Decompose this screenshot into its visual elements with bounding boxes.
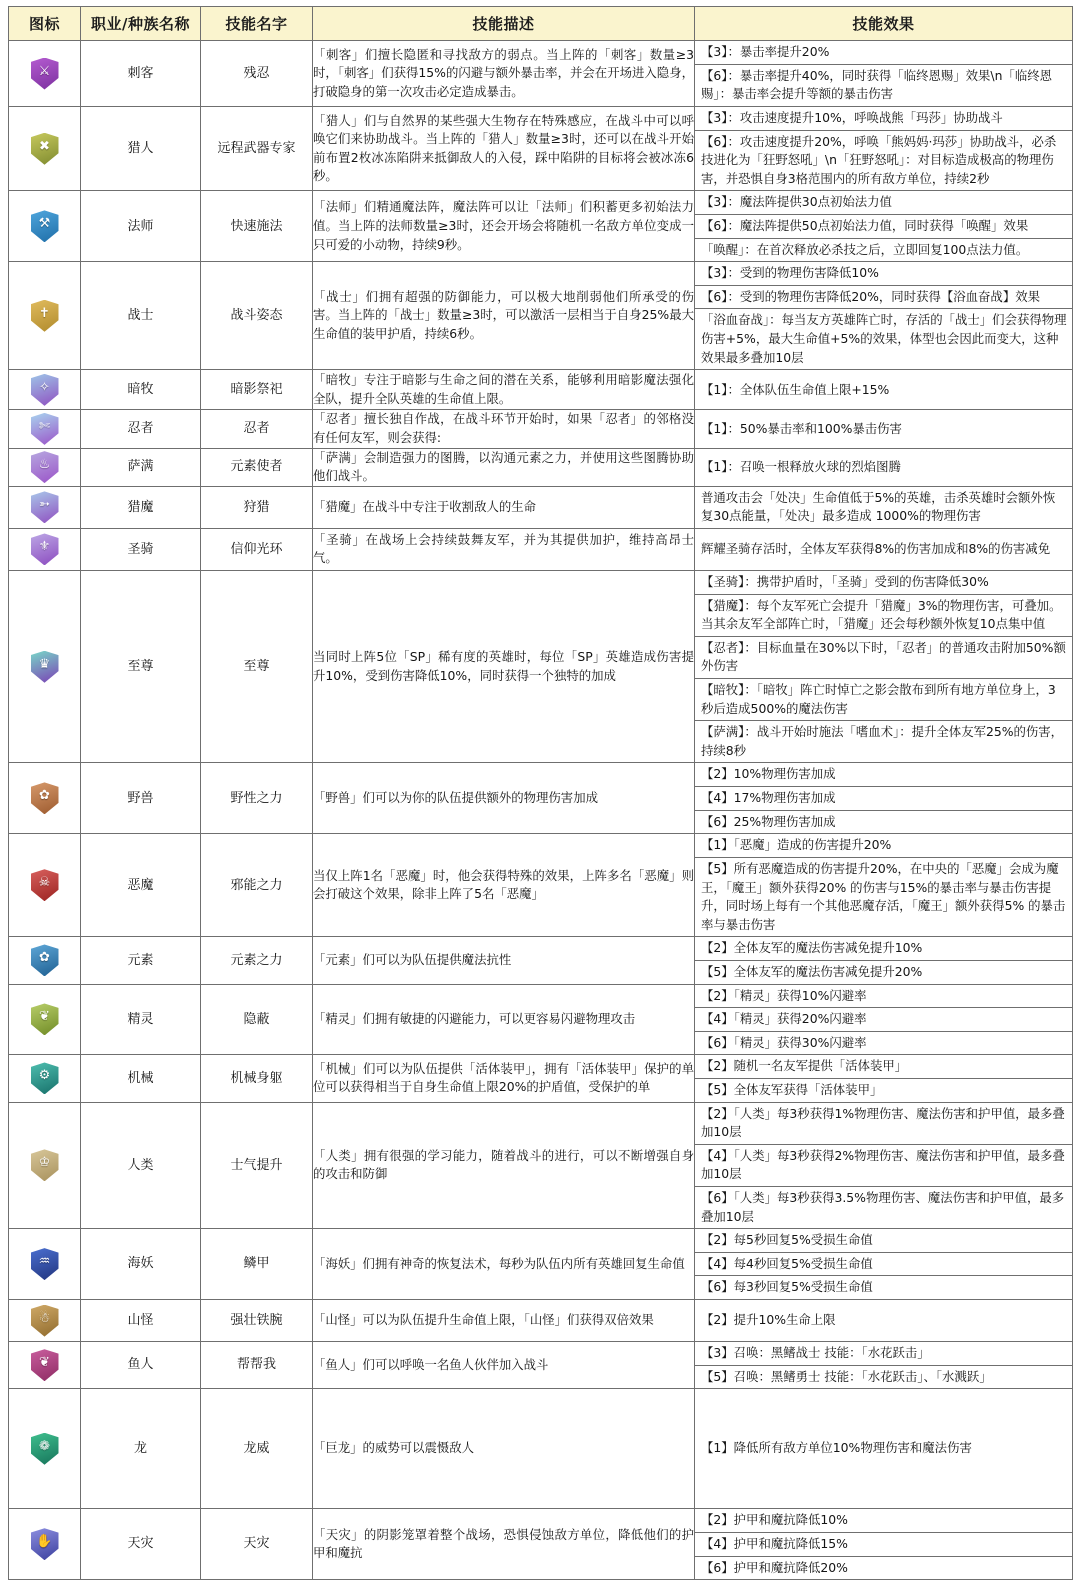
effect-row — [695, 834, 1072, 857]
effect-row — [695, 571, 1072, 594]
effect-row — [695, 41, 1072, 64]
race-name-cell: 猎人 — [81, 107, 201, 191]
effect-text: 【2】「人类」每3秒获得1%物理伤害、魔法伤害和护甲值，最多叠加10层 — [695, 1103, 1072, 1145]
effect-row — [695, 810, 1072, 833]
mage-shield-icon: ⚒ — [31, 210, 59, 242]
table-row — [9, 1229, 1073, 1300]
effect-text: 【5】全体友军获得「活体装甲」 — [701, 1081, 883, 1097]
skill-name-cell: 鳞甲 — [201, 1229, 313, 1300]
table-row — [9, 570, 1073, 762]
skill-effect-cell — [695, 41, 1073, 107]
race-name-cell: 机械 — [81, 1055, 201, 1102]
icon-cell — [9, 191, 81, 262]
elf-shield-icon: ❦ — [31, 1003, 59, 1035]
murloc-shield-icon: ❦ — [31, 1349, 59, 1381]
skill-effect-cell — [695, 763, 1073, 834]
table-row — [9, 410, 1073, 448]
effect-row — [695, 1309, 1072, 1332]
skill-description-cell: 「猎人」们与自然界的某些强大生物存在特殊感应，在战斗中可以呼唤它们来协助战斗。当上阵的「猎人」数量≥3时，还可以在战斗开始前布置2枚冰冻陷阱来抵御敌人的入侵，踩中陷阱的目标将会被冰冻6秒。 — [313, 107, 695, 191]
effect-text: 普通攻击会「处决」生命值低于5%的英雄，击杀英雄时会额外恢复30点能量，「处决」最多造成 1000%的物理伤害 — [701, 489, 1056, 524]
icon-cell — [9, 984, 81, 1055]
effect-row — [695, 1055, 1072, 1078]
skill-effect-cell — [695, 1055, 1073, 1102]
effect-row — [695, 285, 1072, 309]
table-row — [9, 448, 1073, 486]
race-name-cell: 野兽 — [81, 763, 201, 834]
table-body — [9, 41, 1073, 1580]
skill-name-cell: 机械身躯 — [201, 1055, 313, 1102]
table-row — [9, 41, 1073, 107]
effect-text: 【4】17%物理伤害加成 — [695, 787, 1072, 811]
race-name-cell: 鱼人 — [81, 1342, 201, 1389]
effect-text: 【2】提升10%生命上限 — [701, 1312, 836, 1328]
effect-row — [695, 1252, 1072, 1276]
header-icon: 图标 — [9, 7, 81, 41]
icon-cell — [9, 41, 81, 107]
skill-description-cell: 「人类」拥有很强的学习能力，随着战斗的进行，可以不断增强自身的攻击和防御 — [313, 1102, 695, 1229]
race-name-cell: 人类 — [81, 1102, 201, 1229]
effect-text: 【1】「恶魔」造成的伤害提升20% — [695, 834, 1072, 857]
effect-row — [695, 1103, 1072, 1145]
icon-cell — [9, 763, 81, 834]
header-skill-effect: 技能效果 — [695, 7, 1073, 41]
skill-name-cell: 帮帮我 — [201, 1342, 313, 1389]
race-name-cell: 战士 — [81, 262, 201, 370]
skill-effect-cell — [695, 370, 1073, 410]
effect-row — [695, 379, 1072, 402]
skill-description-cell: 「海妖」们拥有神奇的恢复法术，每秒为队伍内所有英雄回复生命值 — [313, 1229, 695, 1300]
effect-row — [695, 215, 1072, 239]
table-row — [9, 486, 1073, 528]
effect-text: 【6】：魔法阵提供50点初始法力值，同时获得「唤醒」效果 — [695, 215, 1072, 239]
icon-cell — [9, 370, 81, 410]
race-name-cell: 圣骑 — [81, 528, 201, 570]
table-row — [9, 1102, 1073, 1229]
effect-text: 【5】全体友军的魔法伤害减免提升20% — [701, 963, 923, 979]
effect-text: 【6】「人类」每3秒获得3.5%物理伤害、魔法伤害和护甲值，最多叠加10层 — [701, 1190, 1065, 1224]
header-skill-name: 技能名字 — [201, 7, 313, 41]
effect-row — [695, 1008, 1072, 1032]
skill-description-cell: 「天灾」的阴影笼罩着整个战场，恐惧侵蚀敌方单位，降低他们的护甲和魔抗 — [313, 1509, 695, 1580]
skill-name-cell: 元素之力 — [201, 937, 313, 984]
effect-text: 【忍者】：目标血量在30%以下时，「忍者」的普通攻击附加50%额外伤害 — [695, 636, 1072, 678]
skill-effect-cell — [695, 448, 1073, 486]
skill-effect-cell — [695, 1389, 1073, 1509]
effect-row — [695, 985, 1072, 1008]
skill-description-cell: 「精灵」们拥有敏捷的闪避能力，可以更容易闪避物理攻击 — [313, 984, 695, 1055]
skill-name-cell: 狩猎 — [201, 486, 313, 528]
skill-effect-cell — [695, 570, 1073, 762]
effect-row — [695, 64, 1072, 106]
icon-cell — [9, 834, 81, 937]
effect-text: 【3】召唤：黑鳍战士 技能：「水花跃击」 — [695, 1342, 1072, 1365]
skill-description-cell: 「暗牧」专注于暗影与生命之间的潜在关系，能够利用暗影魔法强化全队，提升全队英雄的生命值上限。 — [313, 370, 695, 410]
effect-text: 【2】护甲和魔抗降低10% — [695, 1509, 1072, 1532]
header-race-name: 职业/种族名称 — [81, 7, 201, 41]
skill-description-cell: 「野兽」们可以为你的队伍提供额外的物理伤害加成 — [313, 763, 695, 834]
effect-row — [695, 1365, 1072, 1388]
table-row — [9, 984, 1073, 1055]
skill-effect-cell — [695, 1229, 1073, 1300]
table-row — [9, 937, 1073, 984]
table-row — [9, 1342, 1073, 1389]
icon-cell — [9, 1102, 81, 1229]
icon-cell — [9, 448, 81, 486]
race-name-cell: 刺客 — [81, 41, 201, 107]
effect-text: 【3】：攻击速度提升10%，呼唤战熊「玛莎」协助战斗 — [695, 107, 1072, 130]
effect-row — [695, 309, 1072, 369]
skill-effect-cell — [695, 984, 1073, 1055]
skill-name-cell: 远程武器专家 — [201, 107, 313, 191]
skill-effect-cell — [695, 937, 1073, 984]
effect-row — [695, 1556, 1072, 1579]
effect-text: 【猎魔】：每个友军死亡会提升「猎魔」3%的物理伤害，可叠加。当其余友军全部阵亡时，「猎魔」还会每秒额外恢复10点集中值 — [695, 594, 1072, 636]
icon-cell — [9, 410, 81, 448]
effect-text: 【3】：受到的物理伤害降低10% — [695, 262, 1072, 285]
human-shield-icon: ♔ — [31, 1149, 59, 1181]
effect-row — [695, 1437, 1072, 1460]
effect-row — [695, 538, 1072, 561]
effect-text: 【2】「精灵」获得10%闪避率 — [695, 985, 1072, 1008]
effect-text: 【4】「人类」每3秒获得2%物理伤害、魔法伤害和护甲值，最多叠加10层 — [695, 1144, 1072, 1186]
skill-description-cell: 「山怪」可以为队伍提升生命值上限，「山怪」们获得双倍效果 — [313, 1300, 695, 1342]
effect-text: 「唤醒」：在首次释放必杀技之后，立即回复100点法力值。 — [701, 241, 1029, 257]
skill-description-cell: 「鱼人」们可以呼唤一名鱼人伙伴加入战斗 — [313, 1342, 695, 1389]
race-name-cell: 天灾 — [81, 1509, 201, 1580]
effect-row — [695, 937, 1072, 960]
paladin-shield-icon: ⚜ — [31, 533, 59, 565]
skill-effect-cell — [695, 410, 1073, 448]
table-row — [9, 1300, 1073, 1342]
effect-text: 【圣骑】：携带护盾时，「圣骑」受到的伤害降低30% — [695, 571, 1072, 594]
icon-cell — [9, 1229, 81, 1300]
skill-name-cell: 强壮铁腕 — [201, 1300, 313, 1342]
race-name-cell: 暗牧 — [81, 370, 201, 410]
skill-description-cell: 当仅上阵1名「恶魔」时，他会获得特殊的效果，上阵多名「恶魔」则会打破这个效果，除非上阵了5名「恶魔」 — [313, 834, 695, 937]
undead-shield-icon: ✋ — [31, 1528, 59, 1560]
icon-cell — [9, 1509, 81, 1580]
skill-description-cell: 「猎魔」在战斗中专注于收割敌人的生命 — [313, 486, 695, 528]
effect-row — [695, 107, 1072, 130]
skill-description-cell: 「刺客」们擅长隐匿和寻找敌方的弱点。当上阵的「刺客」数量≥3时，「刺客」们获得15%的闪避与额外暴击率，并会在开场进入隐身，打破隐身的第一次攻击必定造成暴击。 — [313, 41, 695, 107]
skill-name-cell: 暗影祭祀 — [201, 370, 313, 410]
shadow-priest-shield-icon: ✧ — [31, 374, 59, 406]
skill-name-cell: 快速施法 — [201, 191, 313, 262]
header-skill-description: 技能描述 — [313, 7, 695, 41]
effect-row — [695, 636, 1072, 678]
effect-row — [695, 262, 1072, 285]
effect-row — [695, 418, 1072, 441]
naga-shield-icon: ♒ — [31, 1248, 59, 1280]
beast-shield-icon: ✿ — [31, 782, 59, 814]
table-row — [9, 191, 1073, 262]
skill-effect-cell — [695, 107, 1073, 191]
skill-effect-cell — [695, 1300, 1073, 1342]
element-shield-icon: ✿ — [31, 944, 59, 976]
effect-text: 【6】25%物理伤害加成 — [701, 813, 836, 829]
table-row — [9, 1389, 1073, 1509]
race-name-cell: 法师 — [81, 191, 201, 262]
effect-text: 【3】：魔法阵提供30点初始法力值 — [695, 191, 1072, 214]
race-name-cell: 至尊 — [81, 570, 201, 762]
hunter-shield-icon: ✖ — [31, 133, 59, 165]
ninja-shield-icon: ✄ — [31, 413, 59, 445]
table-row — [9, 107, 1073, 191]
shaman-shield-icon: ♨ — [31, 451, 59, 483]
table-row — [9, 1055, 1073, 1102]
effect-text: 【4】每4秒回复5%受损生命值 — [695, 1252, 1072, 1276]
icon-cell — [9, 486, 81, 528]
skill-description-cell: 「机械」们可以为队伍提供「活体装甲」，拥有「活体装甲」保护的单位可以获得相当于自身生命值上限20%的护盾值，受保护的单 — [313, 1055, 695, 1102]
effect-row — [695, 763, 1072, 786]
troll-shield-icon: ☃ — [31, 1305, 59, 1337]
race-name-cell: 山怪 — [81, 1300, 201, 1342]
trait-skill-table — [8, 6, 1073, 1580]
effect-row — [695, 679, 1072, 721]
effect-text: 【5】所有恶魔造成的伤害提升20%，在中央的「恶魔」会成为魔王，「魔王」额外获得20% 的伤害与15%的暴击率与暴击伤害提升，同时场上每有一个其他恶魔存活，「魔王」额外获得5% 的暴击率与暴击伤害 — [701, 860, 1066, 932]
effect-text: 【6】：受到的物理伤害降低20%，同时获得【浴血奋战】效果 — [695, 285, 1072, 309]
effect-text: 【6】「精灵」获得30%闪避率 — [701, 1034, 867, 1050]
supreme-shield-icon: ♛ — [31, 651, 59, 683]
assassin-shield-icon: ⚔ — [31, 58, 59, 90]
skill-effect-cell — [695, 486, 1073, 528]
effect-text: 【6】护甲和魔抗降低20% — [701, 1559, 848, 1575]
skill-effect-cell — [695, 1102, 1073, 1229]
icon-cell — [9, 1300, 81, 1342]
icon-cell — [9, 107, 81, 191]
skill-name-cell: 信仰光环 — [201, 528, 313, 570]
mech-shield-icon: ⚙ — [31, 1062, 59, 1094]
effect-row — [695, 960, 1072, 983]
skill-name-cell: 忍者 — [201, 410, 313, 448]
skill-effect-cell — [695, 528, 1073, 570]
skill-effect-cell — [695, 1342, 1073, 1389]
effect-text: 【2】每5秒回复5%受损生命值 — [695, 1229, 1072, 1252]
effect-row — [695, 1031, 1072, 1054]
skill-description-cell: 「忍者」擅长独自作战，在战斗环节开始时，如果「忍者」的邻格没有任何友军，则会获得: — [313, 410, 695, 448]
race-name-cell: 忍者 — [81, 410, 201, 448]
race-name-cell: 精灵 — [81, 984, 201, 1055]
effect-text: 【暗牧】：「暗牧」阵亡时悼亡之影会散布到所有地方单位身上，3秒后造成500%的魔法伤害 — [695, 679, 1072, 721]
effect-row — [695, 456, 1072, 479]
table-row — [9, 1509, 1073, 1580]
skill-description-cell: 「圣骑」在战场上会持续鼓舞友军，并为其提供加护，维持高昂士气。 — [313, 528, 695, 570]
demon-shield-icon: ☠ — [31, 869, 59, 901]
race-name-cell: 海妖 — [81, 1229, 201, 1300]
skill-description-cell: 「法师」们精通魔法阵，魔法阵可以让「法师」们积蓄更多初始法力值。当上阵的法师数量≥3时，还会开场会将随机一名敌方单位变成一只可爱的小动物，持续9秒。 — [313, 191, 695, 262]
effect-text: 辉耀圣骑存活时，全体友军获得8%的伤害加成和8%的伤害减免 — [701, 541, 1051, 557]
effect-text: 「浴血奋战」：每当友方英雄阵亡时，存活的「战士」们会获得物理伤害+5%，最大生命值+5%的效果，体型也会因此而变大，这种效果最多叠加10层 — [701, 312, 1067, 365]
effect-text: 【3】：暴击率提升20% — [695, 41, 1072, 64]
skill-name-cell: 邪能之力 — [201, 834, 313, 937]
effect-row — [695, 1509, 1072, 1532]
race-name-cell: 元素 — [81, 937, 201, 984]
demon-hunter-shield-icon: ➳ — [31, 491, 59, 523]
effect-row — [695, 787, 1072, 811]
effect-row — [695, 721, 1072, 763]
effect-row — [695, 594, 1072, 636]
effect-text: 【2】随机一名友军提供「活体装甲」 — [695, 1055, 1072, 1078]
effect-text: 【1】：50%暴击率和100%暴击伤害 — [701, 420, 902, 436]
skill-name-cell: 龙威 — [201, 1389, 313, 1509]
icon-cell — [9, 570, 81, 762]
race-name-cell: 猎魔 — [81, 486, 201, 528]
effect-text: 【4】「精灵」获得20%闪避率 — [695, 1008, 1072, 1032]
skill-name-cell: 元素使者 — [201, 448, 313, 486]
skill-description-cell: 「巨龙」的威势可以震慑敌人 — [313, 1389, 695, 1509]
effect-row — [695, 1187, 1072, 1229]
skill-effect-cell — [695, 191, 1073, 262]
race-name-cell: 萨满 — [81, 448, 201, 486]
effect-text: 【1】：召唤一根释放火球的烈焰图腾 — [701, 458, 901, 474]
race-name-cell: 龙 — [81, 1389, 201, 1509]
race-name-cell: 恶魔 — [81, 834, 201, 937]
skill-name-cell: 天灾 — [201, 1509, 313, 1580]
effect-text: 【1】降低所有敌方单位10%物理伤害和魔法伤害 — [701, 1440, 972, 1456]
effect-text: 【5】召唤：黑鳍勇士 技能：「水花跃击」、「水溅跃」 — [701, 1368, 992, 1384]
skill-name-cell: 野性之力 — [201, 763, 313, 834]
icon-cell — [9, 937, 81, 984]
effect-text: 【6】每3秒回复5%受损生命值 — [701, 1279, 873, 1295]
skill-description-cell: 「萨满」会制造强力的图腾，以沟通元素之力，并使用这些图腾协助他们战斗。 — [313, 448, 695, 486]
table-header — [9, 7, 1073, 41]
skill-effect-cell — [695, 1509, 1073, 1580]
effect-row — [695, 1229, 1072, 1252]
skill-effect-cell — [695, 262, 1073, 370]
effect-row — [695, 1144, 1072, 1186]
skill-name-cell: 战斗姿态 — [201, 262, 313, 370]
effect-text: 【萨满】：战斗开始时施法「嗜血术」：提升全体友军25%的伤害，持续8秒 — [701, 724, 1064, 758]
dragon-shield-icon: ❁ — [31, 1433, 59, 1465]
skill-description-cell: 「战士」们拥有超强的防御能力，可以极大地削弱他们所承受的伤害。当上阵的「战士」数量≥3时，可以激活一层相当于自身25%最大生命值的装甲护盾，持续6秒。 — [313, 262, 695, 370]
icon-cell — [9, 1055, 81, 1102]
effect-row — [695, 1276, 1072, 1299]
effect-row — [695, 857, 1072, 936]
warrior-shield-icon: ✝ — [31, 300, 59, 332]
header-row — [9, 7, 1073, 41]
skill-name-cell: 隐蔽 — [201, 984, 313, 1055]
skill-name-cell: 残忍 — [201, 41, 313, 107]
skill-name-cell: 至尊 — [201, 570, 313, 762]
effect-row — [695, 1532, 1072, 1556]
skill-description-cell: 「元素」们可以为队伍提供魔法抗性 — [313, 937, 695, 984]
effect-text: 【4】护甲和魔抗降低15% — [695, 1532, 1072, 1556]
icon-cell — [9, 1389, 81, 1509]
table-row — [9, 528, 1073, 570]
effect-text: 【6】：攻击速度提升20%，呼唤「熊妈妈·玛莎」协助战斗，必杀技进化为「狂野怒吼」\n「狂野怒吼」：对目标造成极高的物理伤害，并恐惧自身3格范围内的所有敌方单位，持续2秒 — [701, 133, 1057, 186]
table-row — [9, 834, 1073, 937]
table-row — [9, 262, 1073, 370]
icon-cell — [9, 262, 81, 370]
effect-text: 【1】：全体队伍生命值上限+15% — [701, 381, 890, 397]
icon-cell — [9, 528, 81, 570]
table-row — [9, 370, 1073, 410]
effect-row — [695, 191, 1072, 214]
effect-text: 【2】10%物理伤害加成 — [695, 763, 1072, 786]
effect-row — [695, 1078, 1072, 1101]
effect-row — [695, 130, 1072, 190]
effect-text: 【2】全体友军的魔法伤害减免提升10% — [695, 937, 1072, 960]
effect-row — [695, 1342, 1072, 1365]
effect-row — [695, 238, 1072, 261]
skill-name-cell: 士气提升 — [201, 1102, 313, 1229]
icon-cell — [9, 1342, 81, 1389]
skill-description-cell: 当同时上阵5位「SP」稀有度的英雄时，每位「SP」英雄造成伤害提升10%，受到伤害降低10%，同时获得一个独特的加成 — [313, 570, 695, 762]
effect-text: 【6】：暴击率提升40%，同时获得「临终恩赐」效果\n「临终恩赐」：暴击率会提升等额的暴击伤害 — [701, 67, 1053, 102]
effect-row — [695, 487, 1072, 528]
skill-effect-cell — [695, 834, 1073, 937]
table-row — [9, 763, 1073, 834]
